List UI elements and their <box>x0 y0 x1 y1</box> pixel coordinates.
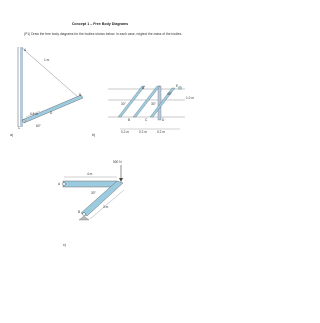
fig-b-point-a: A <box>142 86 145 90</box>
fig-b-point-b: B <box>128 118 131 122</box>
fig-a-point-c: C <box>18 126 21 130</box>
fig-c-dim-label-3m: 3 m <box>103 205 109 209</box>
fig-b-dim-4: 1.0 m <box>186 96 194 100</box>
fig-c-caption: c) <box>63 243 66 247</box>
fig-a-label-05m: 0.5 m <box>30 112 38 116</box>
fig-b-point-d: D <box>162 118 165 122</box>
fig-a-point-d: D <box>50 111 53 115</box>
page-title: Concept 1 – Free Body Diagrams <box>71 22 129 26</box>
problem-statement: (P1) Draw the free body diagrams for the bodies shown below. In each case, neglect the mass of the bodies. <box>24 32 183 36</box>
fig-c-point-b: B <box>78 210 81 214</box>
fig-c-force-arrowhead <box>119 178 123 182</box>
fig-c-support-b <box>79 216 89 220</box>
fig-b-angle-2: 30° <box>151 102 156 106</box>
fig-c-dim-label-4m: 4 m <box>87 172 93 176</box>
fig-b-dim-3: 0.2 m <box>157 130 165 134</box>
fig-c-pin-a <box>63 183 66 186</box>
fig-b-point-e: E <box>176 84 179 88</box>
fig-c-pin-b <box>83 213 86 216</box>
fig-a-label-1m: 1 m <box>44 58 50 62</box>
fig-b-angle-3: 45° <box>167 92 172 96</box>
fig-b-point-c: C <box>145 118 148 122</box>
fig-a-point-b: B <box>79 93 82 97</box>
fig-c-angle-label: 30° <box>91 191 96 195</box>
fig-b-dim-1: 0.2 m <box>121 130 129 134</box>
fig-b-dim-2: 0.2 m <box>139 130 147 134</box>
fig-c-horizontal-member <box>63 181 117 187</box>
fig-a-caption: a) <box>10 133 14 137</box>
fig-c-point-a: A <box>58 182 61 186</box>
fig-c-force-label: 500 N <box>113 160 122 164</box>
fig-a-point-a: A <box>24 48 27 52</box>
fig-a-label-angle: 60° <box>36 124 41 128</box>
fig-b-angle-1: 30° <box>121 102 126 106</box>
fig-b-caption: b) <box>92 133 96 137</box>
